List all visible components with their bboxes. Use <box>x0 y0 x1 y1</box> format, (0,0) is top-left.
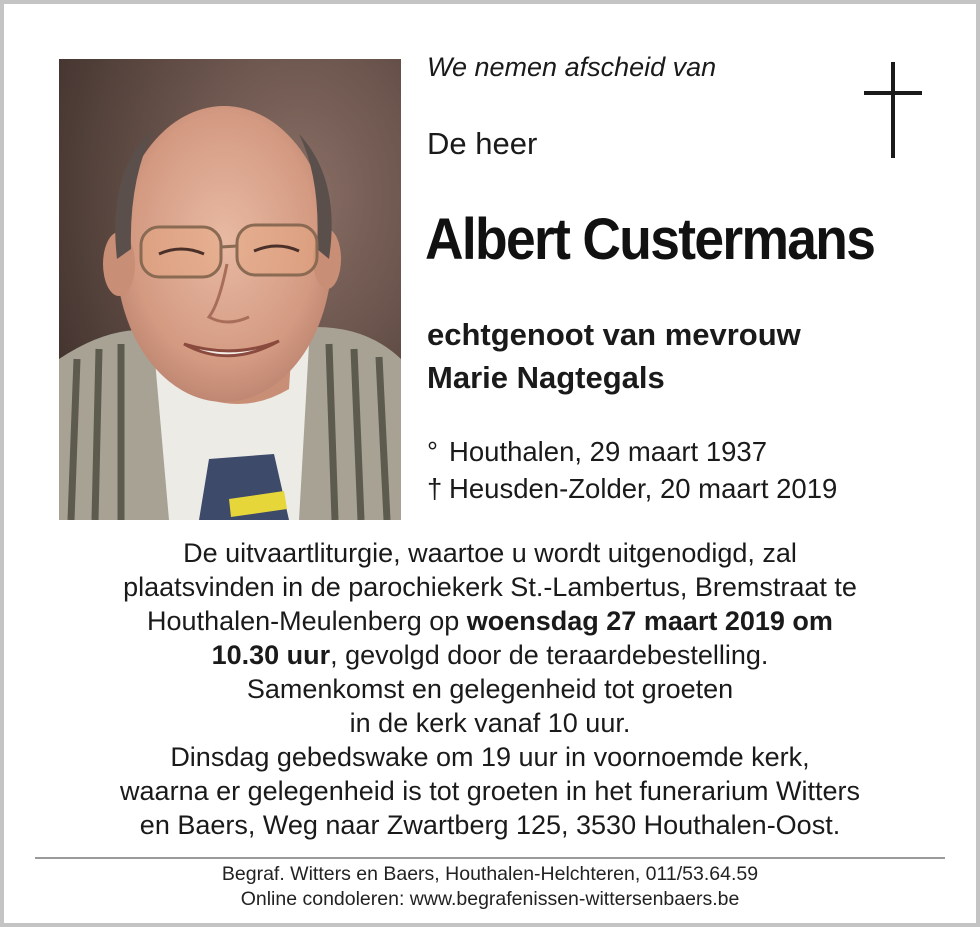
ceremony-line-6: in de kerk vanaf 10 uur. <box>349 708 631 738</box>
life-dates <box>427 433 837 507</box>
ceremony-line-8: waarna er gelegenheid is tot groeten in het funerarium Witters <box>120 776 860 806</box>
ceremony-time: 10.30 uur <box>211 640 331 670</box>
spouse-info <box>427 313 801 399</box>
death-symbol: † <box>427 473 443 504</box>
death-line <box>427 470 837 507</box>
ceremony-line-3-text: Houthalen-Meulenberg op <box>147 606 467 636</box>
portrait-photo <box>59 59 401 520</box>
footer-divider <box>35 857 945 859</box>
ceremony-line-4-text: , gevolgd door de teraardebestelling. <box>330 640 769 670</box>
ceremony-line-5: Samenkomst en gelegenheid tot groeten <box>246 674 734 704</box>
ceremony-line-1: De uitvaartliturgie, waartoe u wordt uitgenodigd, zal <box>183 538 797 568</box>
cross-icon <box>864 62 922 158</box>
birth-symbol: ° <box>427 436 438 467</box>
deceased-name: Albert Custermans <box>425 207 875 272</box>
death-text: Heusden-Zolder, 20 maart 2019 <box>449 473 838 504</box>
funeral-home-contact: Begraf. Witters en Baers, Houthalen-Helchteren, 011/53.64.59 <box>221 863 759 885</box>
ceremony-line-3 <box>40 604 940 638</box>
birth-line <box>427 433 837 470</box>
ceremony-line-7: Dinsdag gebedswake om 19 uur in voornoemde kerk, <box>170 742 810 772</box>
online-condolence-link[interactable]: Online condoleren: www.begrafenissen-wittersenbaers.be <box>240 888 740 910</box>
ceremony-details <box>40 536 940 842</box>
ceremony-line-9: en Baers, Weg naar Zwartberg 125, 3530 Houthalen-Oost. <box>139 810 841 840</box>
spouse-line-1: echtgenoot van mevrouw <box>427 317 801 352</box>
spouse-line-2: Marie Nagtegals <box>427 360 665 395</box>
ceremony-date: woensdag 27 maart 2019 om <box>466 606 833 636</box>
ceremony-line-2: plaatsvinden in de parochiekerk St.-Lambertus, Bremstraat te <box>123 572 857 602</box>
honorific: De heer <box>427 126 538 161</box>
birth-text: Houthalen, 29 maart 1937 <box>449 436 767 467</box>
footer <box>0 862 980 912</box>
ceremony-line-4 <box>40 638 940 672</box>
intro-text: We nemen afscheid van <box>427 52 717 82</box>
